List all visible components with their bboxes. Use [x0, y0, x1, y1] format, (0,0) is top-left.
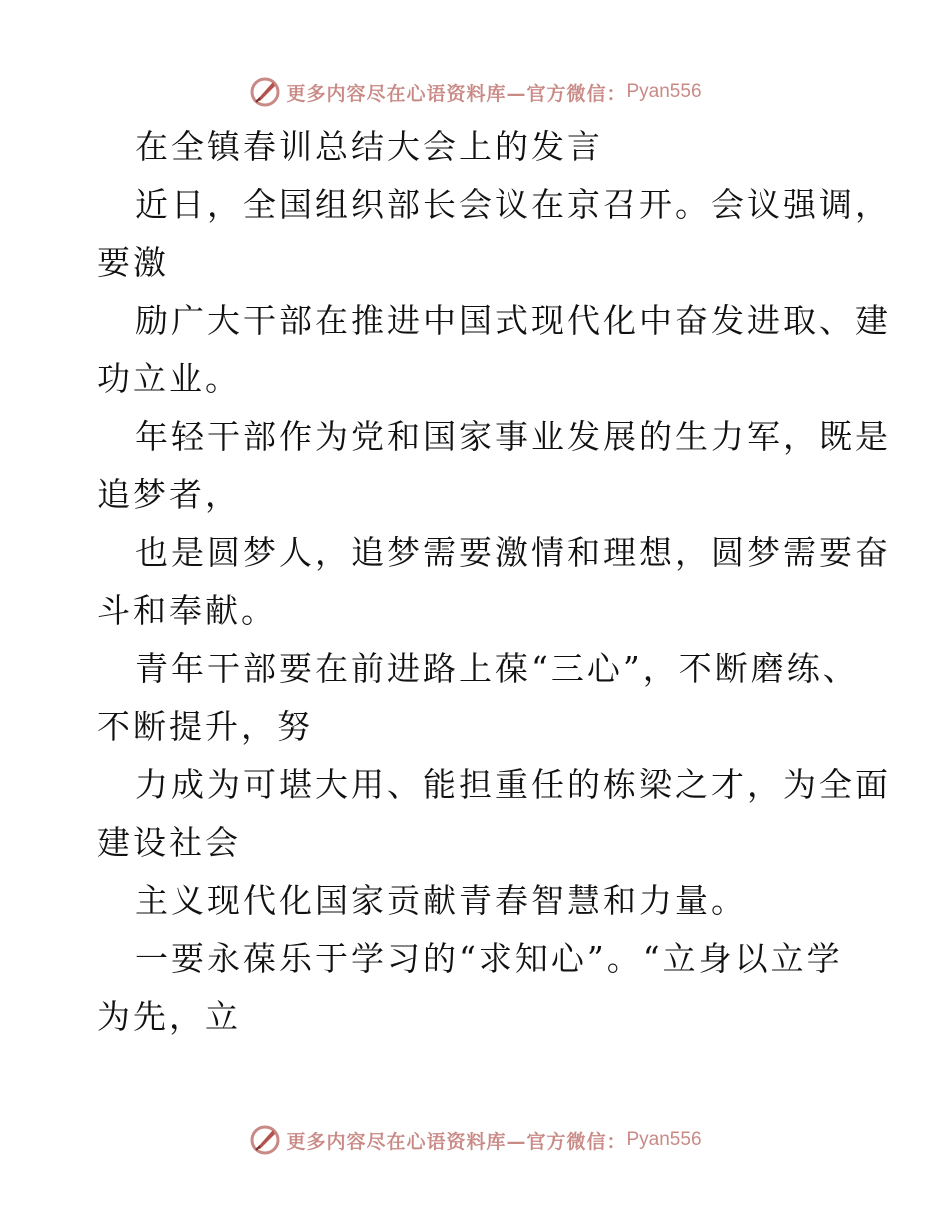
- paragraph-line: 功立业。: [97, 359, 241, 398]
- footer-watermark-text: 更多内容尽在心语资料库—官方微信：: [286, 1130, 627, 1153]
- paragraph-line: 为先，立: [97, 997, 241, 1036]
- paragraph-line: 力成为可堪大用、能担重任的栋梁之才，为全面: [135, 765, 891, 804]
- document-body: [97, 118, 891, 1046]
- header-wechat-id: Pyan556: [626, 81, 702, 102]
- footer-watermark: [0, 1120, 950, 1160]
- paragraph-line: 不断提升，努: [97, 707, 313, 746]
- paragraph-line: 斗和奉献。: [97, 591, 277, 630]
- paragraph-line: 主义现代化国家贡献青春智慧和力量。: [135, 881, 747, 920]
- paragraph-line: 建设社会: [97, 823, 241, 862]
- paragraph-line: 近日，全国组织部长会议在京召开。会议强调，: [135, 185, 891, 224]
- paragraph-line: 追梦者，: [97, 475, 241, 514]
- footer-wechat-id: Pyan556: [626, 1129, 702, 1150]
- header-watermark-text: 更多内容尽在心语资料库—官方微信：: [286, 82, 627, 105]
- paragraph-line: 要激: [97, 243, 169, 282]
- header-watermark: [0, 72, 950, 112]
- paragraph-line: 年轻干部作为党和国家事业发展的生力军，既是: [135, 417, 891, 456]
- document-title: 在全镇春训总结大会上的发言: [135, 127, 603, 166]
- paragraph-line: 励广大干部在推进中国式现代化中奋发进取、建: [135, 301, 891, 340]
- paragraph-line: 也是圆梦人，追梦需要激情和理想，圆梦需要奋: [135, 533, 891, 572]
- quill-logo-icon: [248, 75, 282, 109]
- quill-logo-icon: [248, 1123, 282, 1157]
- paragraph-line: 青年干部要在前进路上葆“三心”，不断磨练、: [135, 649, 859, 688]
- paragraph-line: 一要永葆乐于学习的“求知心”。“立身以立学: [135, 939, 843, 978]
